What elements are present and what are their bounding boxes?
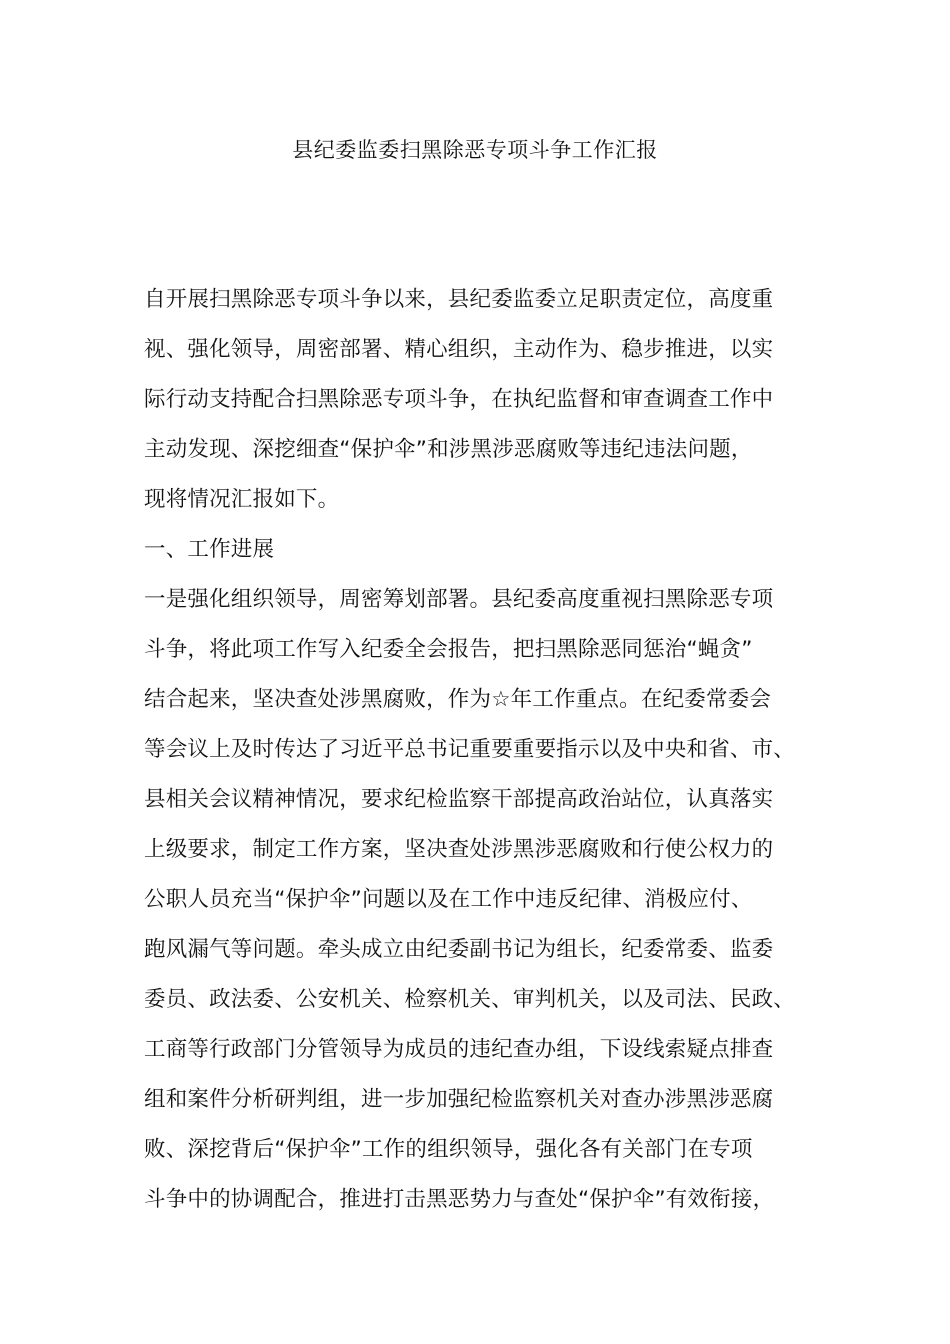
text-line: 工商等行政部门分管领导为成员的违纪查办组，下设线索疑点排查 <box>144 1037 774 1062</box>
text-line: 自开展扫黑除恶专项斗争以来，县纪委监委立足职责定位，高度重 <box>144 287 774 312</box>
text-line: 际行动支持配合扫黑除恶专项斗争，在执纪监督和审查调查工作中 <box>144 387 774 412</box>
text-line: 结合起来，坚决查处涉黑腐败，作为☆年工作重点。在纪委常委会 <box>144 687 772 712</box>
section-heading: 一、工作进展 <box>144 537 275 562</box>
text-line: 等会议上及时传达了习近平总书记重要重要指示以及中央和省、市、 <box>144 737 796 762</box>
text-line: 斗争中的协调配合，推进打击黑恶势力与查处“保护伞”有效衔接， <box>144 1187 775 1212</box>
document-title: 县纪委监委扫黑除恶专项斗争工作汇报 <box>292 138 658 162</box>
text-line: 跑风漏气等问题。牵头成立由纪委副书记为组长，纪委常委、监委 <box>144 937 774 962</box>
text-line: 斗争，将此项工作写入纪委全会报告，把扫黑除恶同惩治“蝇贪” <box>144 637 753 662</box>
text-line: 视、强化领导，周密部署、精心组织，主动作为、稳步推进，以实 <box>144 337 774 362</box>
text-line: 主动发现、深挖细查“保护伞”和涉黑涉恶腐败等违纪违法问题， <box>144 437 753 462</box>
text-line: 县相关会议精神情况，要求纪检监察干部提高政治站位，认真落实 <box>144 787 774 812</box>
text-line: 现将情况汇报如下。 <box>144 487 340 512</box>
text-line: 败、深挖背后“保护伞”工作的组织领导，强化各有关部门在专项 <box>144 1137 753 1162</box>
text-line: 委员、政法委、公安机关、检察机关、审判机关，以及司法、民政、 <box>144 987 796 1012</box>
text-line: 一是强化组织领导，周密筹划部署。县纪委高度重视扫黑除恶专项 <box>144 587 774 612</box>
document-body <box>144 280 834 1230</box>
text-line: 上级要求，制定工作方案，坚决查处涉黑涉恶腐败和行使公权力的 <box>144 837 774 862</box>
text-line: 公职人员充当“保护伞”问题以及在工作中违反纪律、消极应付、 <box>144 887 753 912</box>
text-line: 组和案件分析研判组，进一步加强纪检监察机关对查办涉黑涉恶腐 <box>144 1087 774 1112</box>
